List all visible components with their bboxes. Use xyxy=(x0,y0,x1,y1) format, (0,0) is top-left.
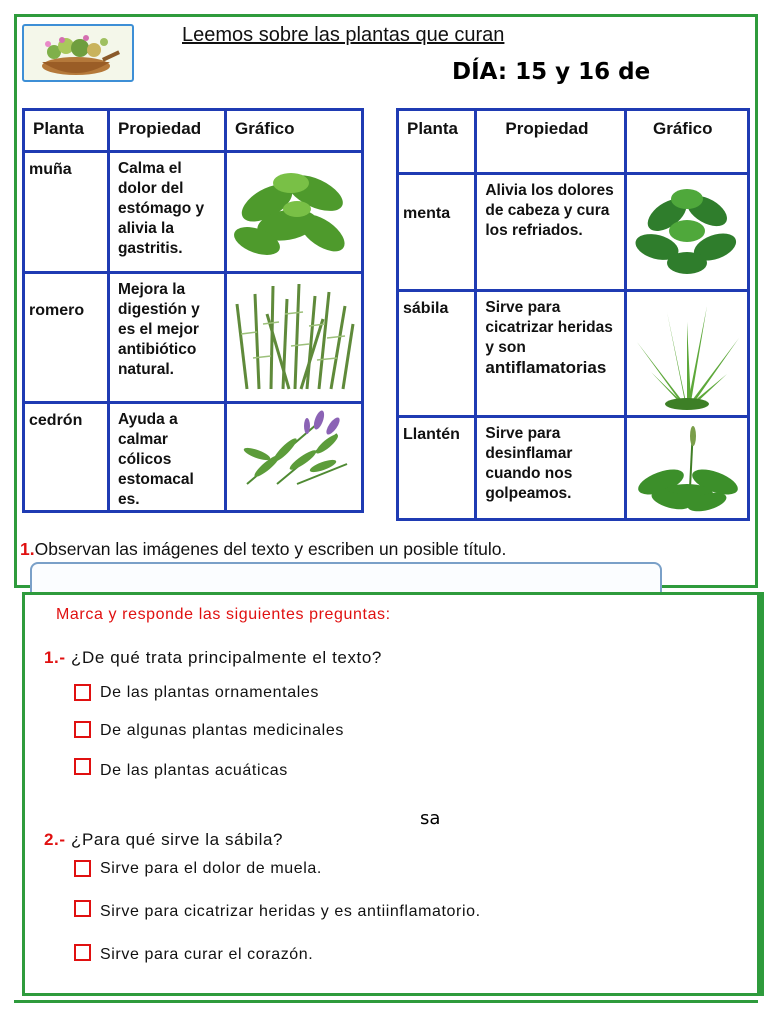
quiz-question-2 xyxy=(44,830,283,850)
quiz-frame-edge xyxy=(760,592,764,996)
option-label: Sirve para cicatrizar heridas y es antiinflamatorio. xyxy=(100,903,481,920)
table-header-row xyxy=(398,110,749,174)
table-row xyxy=(398,174,749,291)
table-row xyxy=(24,273,363,403)
cedron-plant-picture xyxy=(226,403,363,512)
plant-property-text: Sirve para cicatrizar heridas y son xyxy=(485,299,613,356)
quiz-question-1 xyxy=(44,648,382,668)
option-checkbox[interactable] xyxy=(74,684,91,701)
plant-property: Sirve para desinflamar cuando nos golpeamos. xyxy=(476,417,626,520)
romero-plant-picture xyxy=(226,273,363,403)
llanten-plant-picture xyxy=(626,417,749,520)
column-header-planta: Planta xyxy=(24,110,109,152)
option-label: Sirve para el dolor de muela. xyxy=(100,860,322,877)
plant-name: cedrón xyxy=(24,403,109,512)
option-checkbox[interactable] xyxy=(74,944,91,961)
plants-table-right xyxy=(396,108,750,521)
column-header-grafico: Gráfico xyxy=(226,110,363,152)
plant-property-extra: antiflamatorias xyxy=(485,358,607,377)
question-number: 1. xyxy=(20,539,35,559)
question-text: Observan las imágenes del texto y escriben un posible título. xyxy=(34,539,507,559)
table-row xyxy=(398,291,749,417)
herbs-bowl-logo xyxy=(22,24,134,82)
column-header-planta: Planta xyxy=(398,110,476,174)
option-label: De las plantas ornamentales xyxy=(100,684,319,701)
muna-leaves-picture xyxy=(226,152,363,273)
plant-property xyxy=(476,291,626,417)
option-checkbox[interactable] xyxy=(74,900,91,917)
question-number: 1.- xyxy=(44,648,66,667)
column-header-propiedad: Propiedad xyxy=(476,110,626,174)
worksheet-title: Leemos sobre las plantas que curan xyxy=(182,24,505,46)
table-row xyxy=(24,152,363,273)
plant-name: sábila xyxy=(398,291,476,417)
sabila-plant-picture xyxy=(626,291,749,417)
plant-name: muña xyxy=(24,152,109,273)
menta-leaves-picture xyxy=(626,174,749,291)
option-label: De las plantas acuáticas xyxy=(100,762,288,779)
question-1-instruction xyxy=(20,539,506,560)
plant-name: romero xyxy=(24,273,109,403)
question-number: 2.- xyxy=(44,830,66,849)
column-header-propiedad: Propiedad xyxy=(108,110,225,152)
table-header-row xyxy=(24,110,363,152)
option-checkbox[interactable] xyxy=(74,758,91,775)
worksheet-date: DÍA: 15 y 16 de xyxy=(452,59,651,85)
plant-name: menta xyxy=(398,174,476,291)
option-label: De algunas plantas medicinales xyxy=(100,722,344,739)
column-header-grafico: Gráfico xyxy=(626,110,749,174)
page-frame-bottom xyxy=(14,1000,758,1003)
quiz-instruction: Marca y responde las siguientes preguntas: xyxy=(56,606,391,623)
plant-name: Llantén xyxy=(398,417,476,520)
plant-property: Mejora la digestión y es el mejor antibiótico natural. xyxy=(108,273,225,403)
plants-table-left xyxy=(22,108,364,513)
table-row xyxy=(24,403,363,512)
table-row xyxy=(398,417,749,520)
question-text: ¿De qué trata principalmente el texto? xyxy=(70,648,382,667)
question-text: ¿Para qué sirve la sábila? xyxy=(70,830,284,849)
plant-property: Alivia los dolores de cabeza y cura los refriados. xyxy=(476,174,626,291)
plant-property: Calma el dolor del estómago y alivia la gastritis. xyxy=(108,152,225,273)
plant-property: Ayuda a calmar cólicos estomacal es. xyxy=(108,403,225,512)
option-checkbox[interactable] xyxy=(74,721,91,738)
option-label: Sirve para curar el corazón. xyxy=(100,946,314,963)
option-checkbox[interactable] xyxy=(74,860,91,877)
stray-answer-text: sa xyxy=(420,808,441,829)
